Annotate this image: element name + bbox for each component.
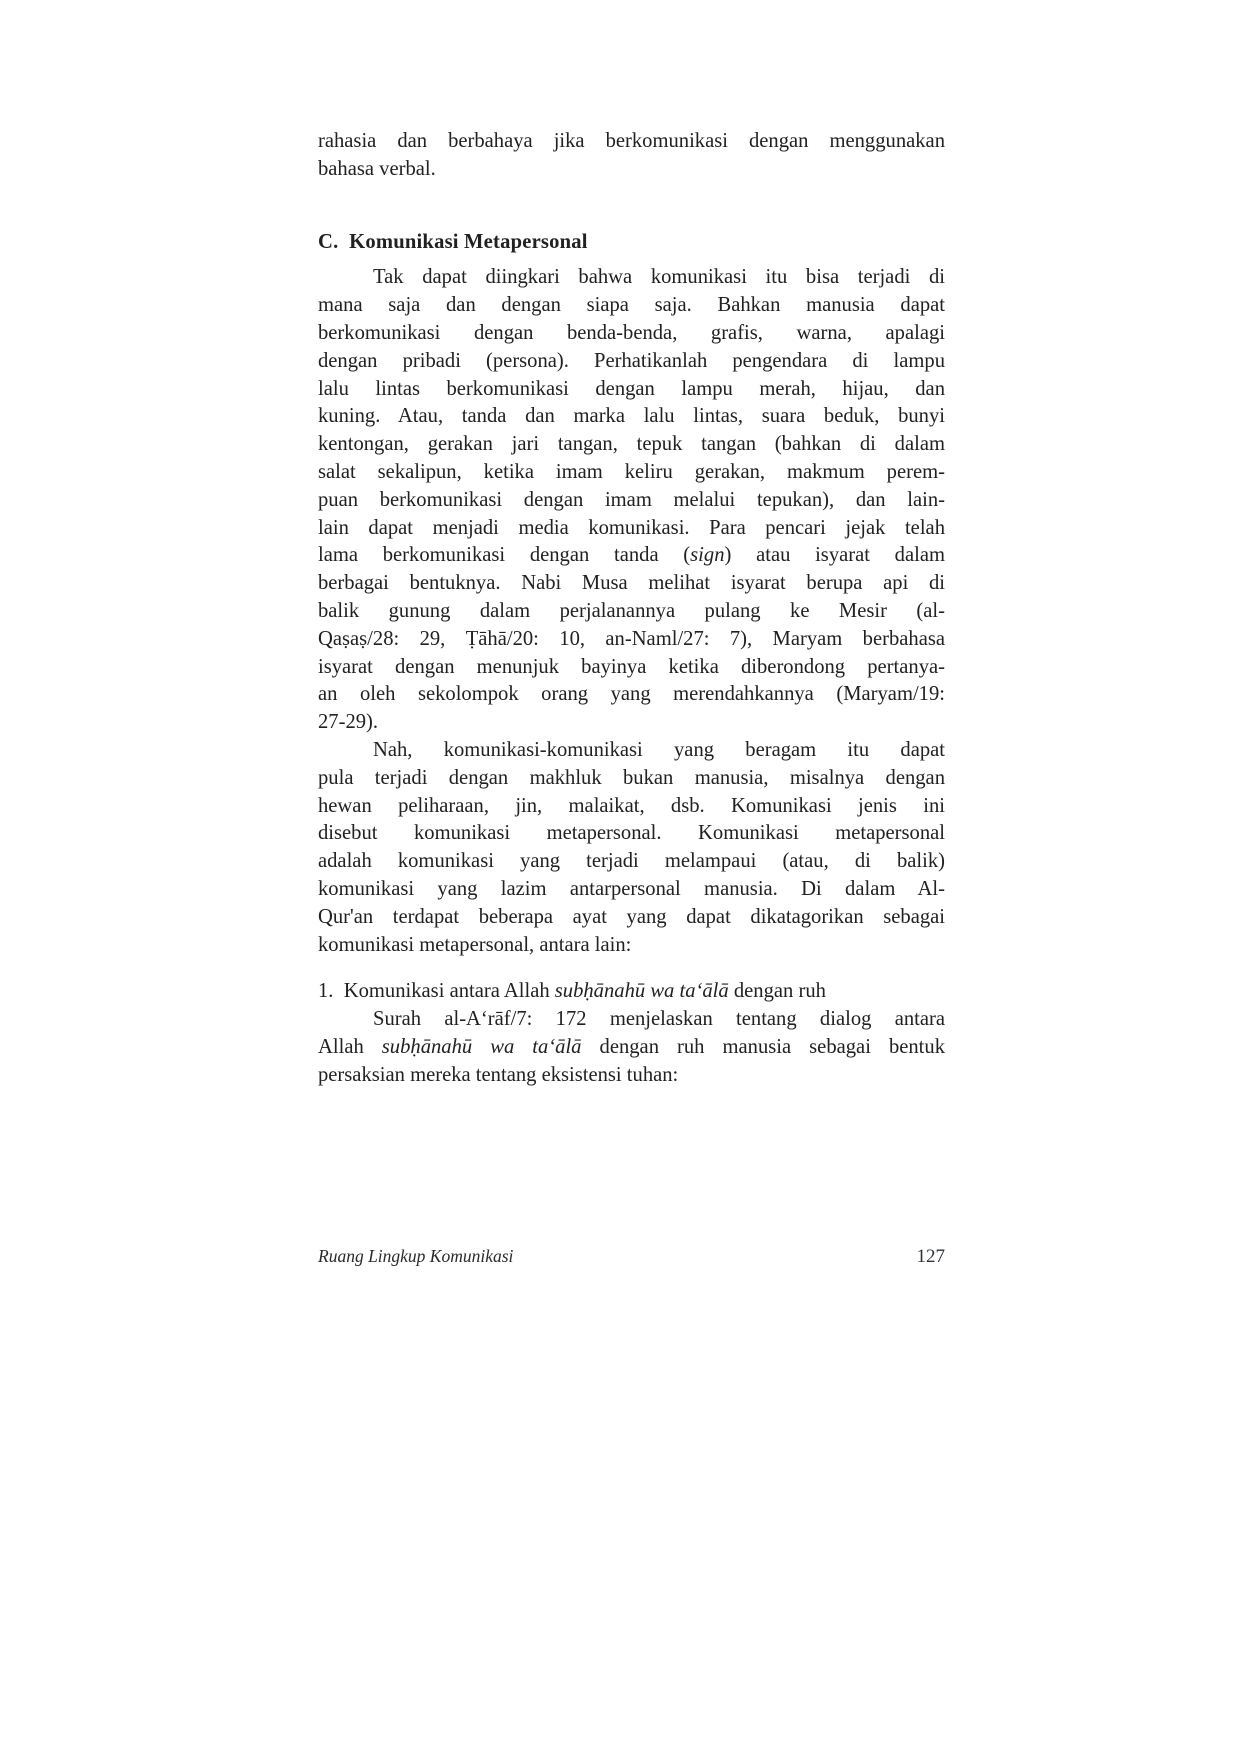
paragraph [318,1006,945,1089]
page-number: 127 [916,1246,945,1267]
text-segment: puan berkomunikasi dengan imam melalui tepukan), dan lain- [318,488,945,511]
paragraph [318,264,945,737]
italic-text: subḥānahū wa ta‘ālā [554,980,729,1003]
text-line [318,848,945,876]
text-segment: isyarat dengan menunjuk bayinya ketika diberondong pertanya- [318,655,945,678]
text-line [318,737,945,765]
text-segment: bahasa verbal. [318,157,436,180]
text-line [318,681,945,709]
text-segment: dengan ruh [728,980,826,1003]
text-segment: Qaṣaṣ/28: 29, Ṭāhā/20: 10, an-Naml/27: 7), Maryam berbahasa [318,627,945,650]
text-segment: dengan pribadi (persona). Perhatikanlah pengendara di lampu [318,349,945,372]
text-segment: Nah, komunikasi-komunikasi yang beragam itu dapat [373,738,945,761]
paragraph [318,737,945,959]
text-line [318,376,945,404]
text-line [318,348,945,376]
text-segment: lalu lintas berkomunikasi dengan lampu merah, hijau, dan [318,377,945,400]
text-line [318,431,945,459]
text-segment: kuning. Atau, tanda dan marka lalu lintas, suara beduk, bunyi [318,405,945,428]
text-line [318,626,945,654]
text-segment: adalah komunikasi yang terjadi melampaui (atau, di balik) [318,850,945,873]
text-line [318,1062,945,1090]
text-line [318,876,945,904]
text-line [318,904,945,932]
text-segment: lama berkomunikasi dengan tanda ( [318,544,691,567]
text-segment: komunikasi yang lazim antarpersonal manusia. Di dalam Al- [318,877,945,900]
text-segment: pula terjadi dengan makhluk bukan manusia, misalnya dengan [318,766,945,789]
text-segment: Surah al-A‘rāf/7: 172 menjelaskan tentang dialog antara [373,1008,945,1031]
text-segment: komunikasi metapersonal, antara lain: [318,933,632,956]
text-line [318,292,945,320]
paragraph-continuation [318,128,945,184]
text-line [318,128,945,156]
text-line [318,1006,945,1034]
text-segment: ) atau isyarat dalam [724,544,945,567]
text-segment: rahasia dan berbahaya jika berkomunikasi dengan menggunakan [318,130,945,152]
text-segment: lain dapat menjadi media komunikasi. Para pencari jejak telah [318,516,945,539]
text-segment: an oleh sekolompok orang yang merendahkannya (Maryam/19: [318,683,945,706]
text-segment: C. Komunikasi Metapersonal [318,230,588,253]
text-line [318,978,945,1006]
text-segment: berkomunikasi dengan benda-benda, grafis, warna, apalagi [318,321,945,344]
text-line [318,820,945,848]
text-segment: dengan ruh manusia sebagai bentuk [581,1035,946,1058]
text-block [318,128,945,1090]
text-segment: Qur'an terdapat beberapa ayat yang dapat dikatagorikan sebagai [318,905,945,928]
text-segment: balik gunung dalam perjalanannya pulang ke Mesir (al- [318,599,945,622]
text-line [318,570,945,598]
italic-text: subḥānahū wa ta‘ālā [381,1035,582,1058]
text-line [318,598,945,626]
text-line [318,320,945,348]
text-segment: salat sekalipun, ketika imam keliru gerakan, makmum perem- [318,460,945,483]
list-item-heading [318,978,945,1006]
text-line [318,709,945,737]
text-line [318,932,945,960]
text-line [318,487,945,515]
text-line [318,542,945,570]
text-line [318,1034,945,1062]
text-segment: mana saja dan dengan siapa saja. Bahkan manusia dapat [318,294,945,317]
footer [318,1246,945,1268]
text-segment: kentongan, gerakan jari tangan, tepuk tangan (bahkan di dalam [318,433,945,456]
text-segment: hewan peliharaan, jin, malaikat, dsb. Komunikasi jenis ini [318,794,945,817]
text-line [318,403,945,431]
text-segment: 27-29). [318,711,379,734]
footer-title: Ruang Lingkup Komunikasi [318,1246,514,1266]
text-line [318,264,945,292]
text-segment: Allah [318,1035,382,1058]
text-line [318,765,945,793]
text-line [318,156,945,184]
text-line [318,793,945,821]
text-segment: disebut komunikasi metapersonal. Komunikasi metapersonal [318,822,945,845]
text-line [318,515,945,543]
text-segment: persaksian mereka tentang eksistensi tuhan: [318,1063,679,1086]
text-segment: Tak dapat diingkari bahwa komunikasi itu bisa terjadi di [373,266,945,289]
text-line [318,459,945,487]
text-segment: 1. Komunikasi antara Allah [318,980,555,1003]
text-segment: berbagai bentuknya. Nabi Musa melihat isyarat berupa api di [318,572,945,595]
text-line [318,229,945,257]
italic-text: sign [690,544,725,567]
section-heading [318,229,945,257]
text-line [318,654,945,682]
